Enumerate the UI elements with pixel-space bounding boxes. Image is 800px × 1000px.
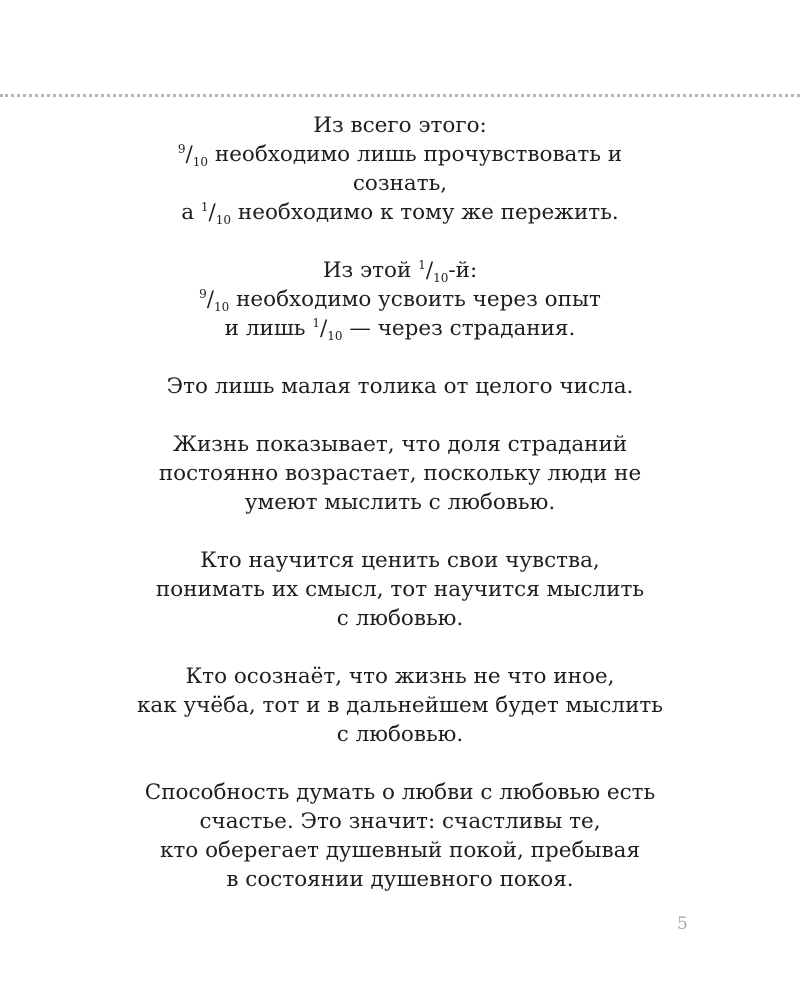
stanza-2 — [60, 256, 740, 343]
text-line: кто оберегает душевный покой, пребывая — [159, 838, 641, 863]
fraction-one-tenth: $^1/_{10}$ — [200, 200, 232, 227]
text-line: Способность думать о любви с любовью есть — [144, 780, 656, 805]
fraction-nine-tenths: $^9/_{10}$ — [199, 287, 230, 314]
fraction-denominator: 10 — [215, 213, 232, 227]
text-line — [60, 256, 740, 285]
stanza-5 — [60, 546, 740, 633]
text-line: в состоянии душевного покоя. — [226, 867, 574, 892]
text-line: умеют мыслить с любовью. — [244, 490, 556, 515]
line-text: -й: — [448, 258, 478, 283]
fraction-one-tenth: $^1/_{10}$ — [418, 258, 449, 285]
line-text: Из этой — [322, 258, 419, 283]
fraction-denominator: 10 — [327, 329, 343, 343]
text-line: Кто научится ценить свои чувства, — [200, 548, 600, 573]
line-text: необходимо к тому же пережить. — [231, 200, 619, 225]
text-line — [60, 198, 740, 227]
line-text: необходимо усвоить через опыт — [229, 287, 601, 312]
text-line: как учёба, тот и в дальнейшем будет мыслить — [136, 693, 664, 718]
text-line: Кто осознаёт, что жизнь не что иное, — [185, 664, 615, 689]
stanza-7 — [60, 778, 740, 894]
text-line — [60, 314, 740, 343]
text-line: постоянно возрастает, поскольку люди не — [158, 461, 642, 486]
text-line: с любовью. — [336, 606, 464, 631]
text-line: с любовью. — [336, 722, 464, 747]
fraction-numerator: 1 — [418, 258, 426, 272]
text-line — [60, 285, 740, 314]
fraction-denominator: 10 — [213, 300, 230, 314]
fraction-numerator: 1 — [312, 316, 320, 330]
text-line: Это лишь малая толика от целого числа. — [166, 374, 634, 399]
stanza-6 — [60, 662, 740, 749]
line-text: а — [181, 200, 201, 225]
fraction-numerator: 9 — [177, 142, 186, 156]
text-line: сознать, — [352, 171, 448, 196]
fraction-denominator: 10 — [192, 155, 209, 169]
dotted-divider — [0, 94, 800, 97]
stanza-4 — [60, 430, 740, 517]
fraction-one-tenth: $^1/_{10}$ — [312, 316, 343, 343]
fraction-numerator: 1 — [200, 200, 209, 214]
poem-text — [60, 111, 740, 894]
text-line: счастье. Это значит: счастливы те, — [199, 809, 601, 834]
page-number: 5 — [677, 914, 688, 934]
line-text: и лишь — [224, 316, 313, 341]
text-line: Из всего этого: — [313, 113, 487, 138]
fraction-nine-tenths: $^9/_{10}$ — [177, 142, 209, 169]
line-text: — через страдания. — [342, 316, 576, 341]
fraction-denominator: 10 — [433, 271, 449, 285]
line-text: необходимо лишь прочувствовать и — [208, 142, 623, 167]
text-line: Жизнь показывает, что доля страданий — [172, 432, 628, 457]
text-line: понимать их смысл, тот научится мыслить — [155, 577, 645, 602]
fraction-numerator: 9 — [199, 287, 207, 301]
stanza-1 — [60, 111, 740, 227]
stanza-3 — [60, 372, 740, 401]
text-line — [60, 140, 740, 169]
